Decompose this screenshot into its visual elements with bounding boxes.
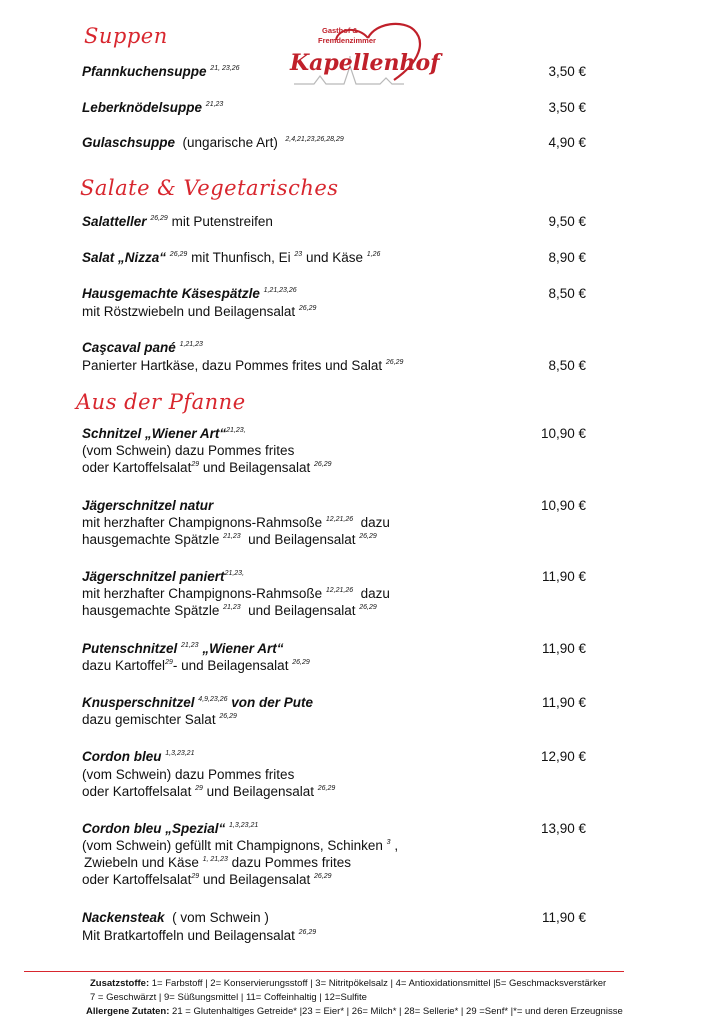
price-jaeger-paniert: 11,90 € (541, 569, 586, 584)
menu-item-salat-nizza: Salat „Nizza“ $^{26,29}$ mit Thunfisch, Ei $^{23}$ und Käse $^{1,26}$ (82, 250, 381, 265)
price-knusper: 11,90 € (541, 695, 586, 710)
menu-item-jaeger-paniert: Jägerschnitzel paniert$^{21,23,}$ (82, 569, 245, 584)
logo-name: Kapellenhof (290, 50, 440, 76)
menu-item-cordon-spezial-line2: (vom Schwein) gefüllt mit Champignons, Schinken $^3$ , (82, 838, 399, 853)
menu-item-puten-wiener-line2: dazu Kartoffel$^{29}$- und Beilagensalat $^{26,29}$ (82, 658, 310, 673)
logo (284, 18, 440, 98)
price-cordon: 12,90 € (540, 749, 586, 764)
price-cascaval: 8,50 € (548, 358, 586, 373)
menu-item-schnitzel-wiener-line3: oder Kartoffelsalat$^{29}$ und Beilagensalat $^{26,29}$ (82, 460, 332, 475)
footer-zusatzstoffe-line2: 7 = Geschwärzt | 9= Süßungsmittel | 11= Coffeinhaltig | 12=Sulfite (90, 992, 367, 1003)
menu-item-cordon-line3: oder Kartoffelsalat $^{29}$ und Beilagensalat $^{26,29}$ (82, 784, 336, 799)
menu-item-nackensteak-line2: Mit Bratkartoffeln und Beilagensalat $^{26,29}$ (82, 928, 317, 943)
price-salat-nizza: 8,90 € (548, 250, 586, 265)
menu-item-jaeger-natur-line2: mit herzhafter Champignons-Rahmsoße $^{12,21,26}$ dazu (82, 515, 390, 530)
logo-line1: Gasthof & (322, 26, 358, 35)
price-salatteller: 9,50 € (548, 214, 586, 229)
menu-item-cordon-spezial-line3: Zwiebeln und Käse $^{1, 21,23}$ dazu Pommes frites (84, 855, 351, 870)
menu-item-schnitzel-wiener-line2: (vom Schwein) dazu Pommes frites (82, 443, 295, 458)
price-jaeger-natur: 10,90 € (540, 498, 586, 513)
price-kaesespaetzle: 8,50 € (548, 286, 586, 301)
menu-item-knusper-line2: dazu gemischter Salat $^{26,29}$ (82, 712, 237, 727)
section-heading-salate: Salate & Vegetarisches (80, 176, 339, 200)
footer-zusatzstoffe: Zusatzstoffe: 1= Farbstoff | 2= Konservierungsstoff | 3= Nitritpökelsalz | 4= Antioxidationsmittel |5= Geschmacksverstärker (90, 978, 607, 989)
menu-item-puten-wiener: Putenschnitzel $^{21,23}$ „Wiener Art“ (82, 641, 284, 656)
menu-item-kaesespaetzle: Hausgemachte Käsespätzle $^{1,21,23,26}$ (82, 286, 297, 301)
section-heading-suppen: Suppen (84, 24, 168, 48)
menu-item-cascaval: Caşcaval pané $^{1,21,23}$ (82, 340, 203, 355)
menu-item-cascaval-desc: Panierter Hartkäse, dazu Pommes frites und Salat $^{26,29}$ (82, 358, 404, 373)
menu-item-nackensteak: Nackensteak ( vom Schwein ) (82, 910, 269, 925)
footer-allergene: Allergene Zutaten: 21 = Glutenhaltiges Getreide* |23 = Eier* | 26= Milch* | 28= Sellerie* | 29 =Senf* |*= und deren Erzeugnisse (86, 1006, 623, 1017)
logo-line2: Fremdenzimmer (318, 36, 376, 45)
price-leberknoedelsuppe: 3,50 € (548, 100, 586, 115)
menu-item-cordon-spezial-line4: oder Kartoffelsalat$^{29}$ und Beilagensalat $^{26,29}$ (82, 872, 332, 887)
menu-item-kaesespaetzle-desc: mit Röstzwiebeln und Beilagensalat $^{26,29}$ (82, 304, 317, 319)
price-gulaschsuppe: 4,90 € (548, 135, 586, 150)
menu-item-jaeger-paniert-line3: hausgemachte Spätzle $^{21,23}$ und Beilagensalat $^{26,29}$ (82, 603, 377, 618)
menu-item-jaeger-natur-line3: hausgemachte Spätzle $^{21,23}$ und Beilagensalat $^{26,29}$ (82, 532, 377, 547)
menu-item-jaeger-paniert-line2: mit herzhafter Champignons-Rahmsoße $^{12,21,26}$ dazu (82, 586, 390, 601)
price-schnitzel-wiener: 10,90 € (540, 426, 586, 441)
menu-item-knusper: Knusperschnitzel $^{4,9,23,26}$ von der Pute (82, 695, 314, 710)
menu-item-gulaschsuppe: Gulaschsuppe (ungarische Art) $^{2,4,21,23,26,28,29}$ (82, 135, 344, 150)
section-heading-pfanne: Aus der Pfanne (76, 390, 246, 414)
menu-item-salatteller: Salatteller $^{26,29}$ mit Putenstreifen (82, 214, 273, 229)
price-nackensteak: 11,90 € (541, 910, 586, 925)
price-puten-wiener: 11,90 € (541, 641, 586, 656)
menu-item-cordon-spezial: Cordon bleu „Spezial“ $^{1,3,23,21}$ (82, 821, 259, 836)
menu-item-cordon-line2: (vom Schwein) dazu Pommes frites (82, 767, 295, 782)
menu-item-jaeger-natur: Jägerschnitzel natur (82, 498, 214, 513)
price-pfannkuchensuppe: 3,50 € (548, 64, 586, 79)
menu-item-cordon: Cordon bleu $^{1,3,23,21}$ (82, 749, 195, 764)
menu-item-pfannkuchensuppe: Pfannkuchensuppe $^{21, 23,26}$ (82, 64, 240, 79)
menu-item-schnitzel-wiener: Schnitzel „Wiener Art“$^{21,23,}$ (82, 426, 246, 441)
footer-divider (24, 971, 624, 972)
menu-item-leberknoedelsuppe: Leberknödelsuppe $^{21,23}$ (82, 100, 224, 115)
price-cordon-spezial: 13,90 € (540, 821, 586, 836)
